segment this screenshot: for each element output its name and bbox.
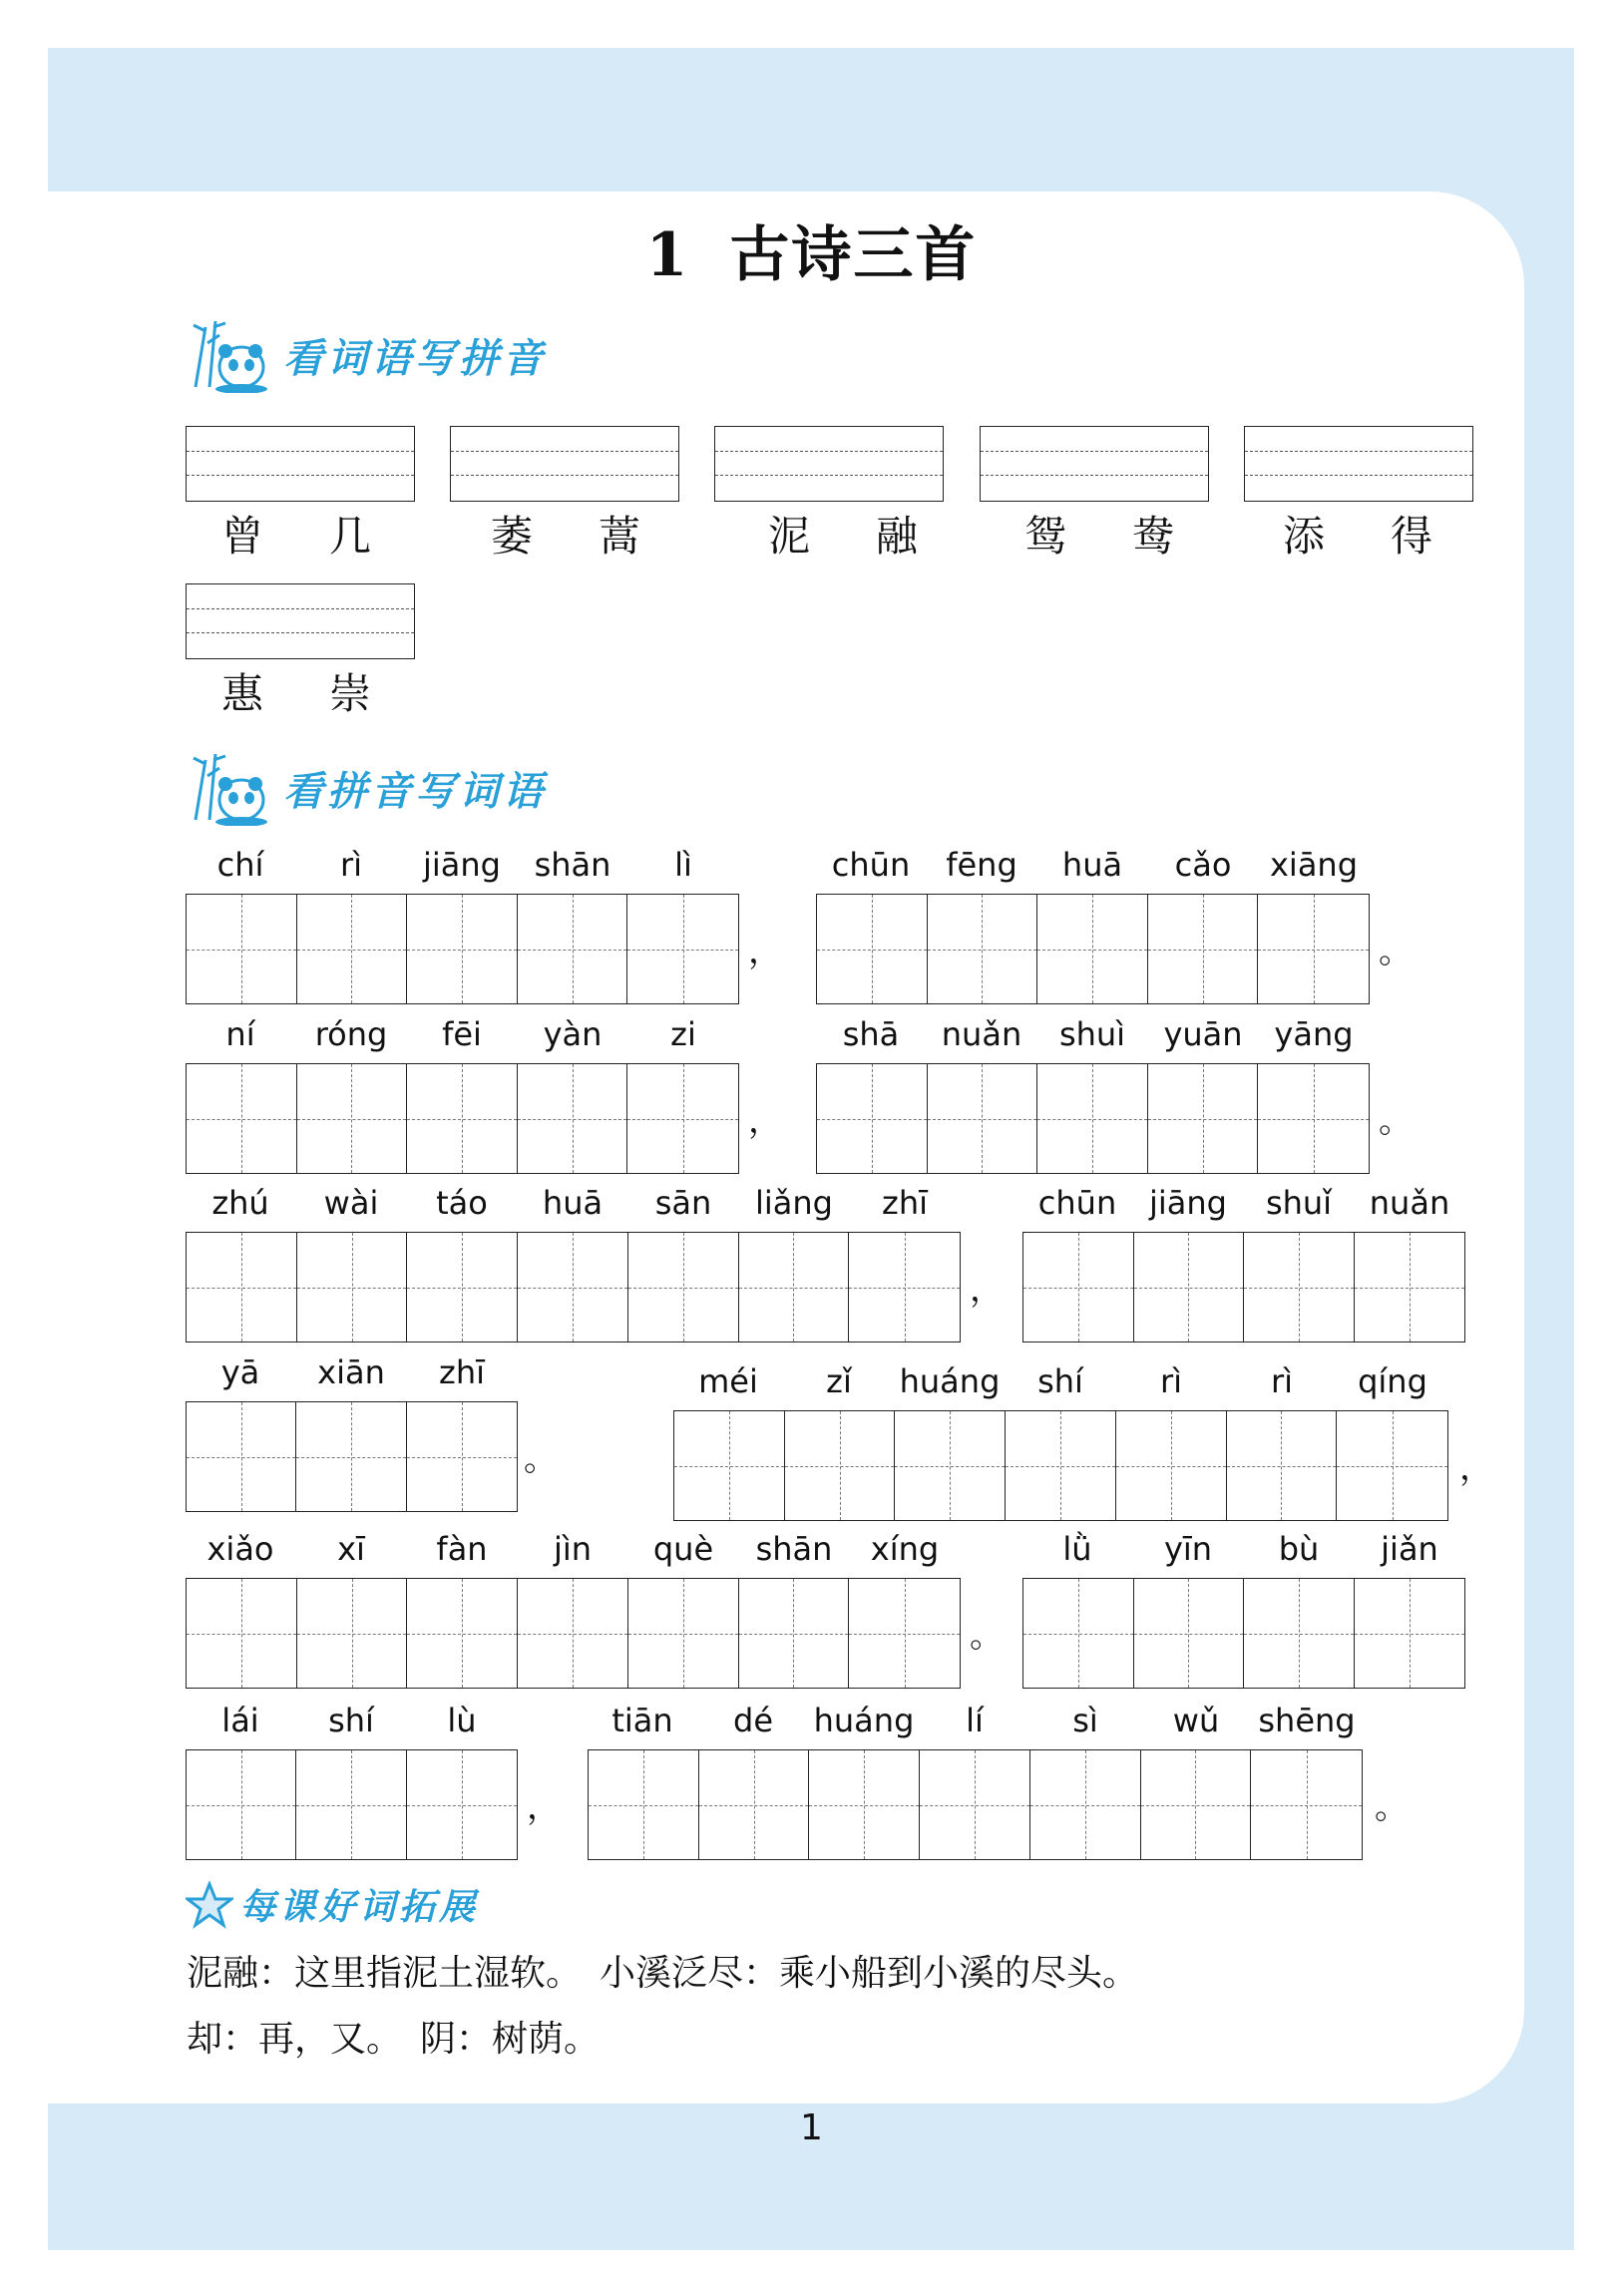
- pinyin-syllable: huā: [1061, 846, 1123, 884]
- writing-cell[interactable]: [187, 1402, 296, 1511]
- writing-cell[interactable]: [1023, 1233, 1134, 1341]
- word-item: [1283, 504, 1432, 564]
- writing-cell[interactable]: [1141, 1750, 1252, 1859]
- writing-cell[interactable]: [1355, 1233, 1465, 1341]
- char: 添: [1283, 512, 1326, 561]
- writing-cell[interactable]: [1006, 1411, 1116, 1520]
- writing-cell[interactable]: [1227, 1411, 1338, 1520]
- word-item: [221, 504, 371, 564]
- pinyin-syllable: yàn: [543, 1015, 603, 1053]
- explanation-line: 却：再，又。 阴：树荫。: [187, 2019, 601, 2060]
- punctuation-mark: ，: [748, 1101, 782, 1141]
- writing-cell[interactable]: [809, 1750, 920, 1859]
- writing-cell[interactable]: [739, 1233, 850, 1341]
- pinyin-syllable: yīn: [1163, 1530, 1213, 1568]
- writing-cell[interactable]: [297, 1233, 408, 1341]
- writing-grid[interactable]: [673, 1410, 1448, 1521]
- pinyin-syllable: shí: [328, 1702, 374, 1739]
- pinyin-syllable: dé: [733, 1702, 773, 1739]
- pinyin-syllable: nuǎn: [941, 1015, 1022, 1053]
- punctuation-mark: ，: [748, 932, 782, 971]
- writing-cell[interactable]: [1030, 1750, 1141, 1859]
- punctuation-mark: ，: [970, 1270, 1004, 1310]
- pinyin-syllable: xiāng: [1269, 846, 1359, 884]
- pinyin-syllable: shí: [1037, 1362, 1083, 1400]
- pinyin-syllable: jiāng: [423, 846, 501, 884]
- pinyin-syllable: zǐ: [826, 1362, 852, 1400]
- writing-cell[interactable]: [1134, 1233, 1245, 1341]
- pinyin-syllable: fàn: [436, 1530, 488, 1568]
- pinyin-syllable: qíng: [1358, 1362, 1427, 1400]
- writing-cell[interactable]: [187, 1064, 297, 1173]
- pinyin-syllable: chí: [216, 846, 264, 884]
- writing-cell[interactable]: [187, 895, 297, 1003]
- lesson-number: 1: [645, 220, 690, 290]
- writing-cell[interactable]: [407, 1064, 518, 1173]
- writing-cell[interactable]: [1337, 1411, 1447, 1520]
- writing-cell[interactable]: [1148, 895, 1259, 1003]
- char: 崇: [328, 669, 371, 718]
- char: 鸳: [1024, 512, 1067, 561]
- pinyin-syllable: shēng: [1258, 1702, 1356, 1739]
- writing-cell[interactable]: [817, 895, 928, 1003]
- word-item: [491, 504, 640, 564]
- pinyin-syllable: nuǎn: [1369, 1184, 1450, 1222]
- pinyin-box-5[interactable]: [1244, 426, 1473, 502]
- writing-grid[interactable]: [1022, 1232, 1465, 1342]
- pinyin-syllable: róng: [314, 1015, 388, 1053]
- writing-cell[interactable]: [817, 1064, 928, 1173]
- panda-bamboo-icon: [186, 317, 277, 393]
- writing-cell[interactable]: [627, 895, 738, 1003]
- writing-grid[interactable]: [1022, 1578, 1465, 1689]
- writing-cell[interactable]: [296, 1750, 406, 1859]
- pinyin-syllable: wǔ: [1172, 1702, 1220, 1739]
- pinyin-syllable: fēi: [442, 1015, 482, 1053]
- char: 曾: [221, 512, 264, 561]
- char: 惠: [221, 669, 264, 718]
- writing-cell[interactable]: [849, 1579, 960, 1688]
- pinyin-syllable: chūn: [831, 846, 911, 884]
- writing-cell[interactable]: [187, 1233, 297, 1341]
- pinyin-syllable: jiǎn: [1381, 1530, 1438, 1568]
- writing-cell[interactable]: [1244, 1579, 1355, 1688]
- star-icon: [186, 1881, 233, 1929]
- writing-cell[interactable]: [1258, 895, 1369, 1003]
- writing-cell[interactable]: [518, 1233, 628, 1341]
- section-title: 看拼音写词语: [283, 768, 547, 815]
- pinyin-syllable: xiǎo: [206, 1530, 274, 1568]
- lesson-title-text: 古诗三首: [729, 220, 978, 290]
- pinyin-syllable: rì: [339, 846, 363, 884]
- writing-grid[interactable]: [186, 1063, 739, 1174]
- pinyin-syllable: lí: [966, 1702, 984, 1739]
- writing-cell[interactable]: [785, 1411, 896, 1520]
- writing-cell[interactable]: [1258, 1064, 1369, 1173]
- pinyin-syllable: huā: [542, 1184, 604, 1222]
- char: 泥: [768, 512, 811, 561]
- section-header-write-words: [186, 750, 547, 826]
- pinyin-syllable: zi: [670, 1015, 696, 1053]
- pinyin-box-6[interactable]: [186, 583, 415, 659]
- panda-bamboo-icon: [186, 750, 277, 826]
- pinyin-syllable: shuì: [1058, 1015, 1126, 1053]
- writing-cell[interactable]: [895, 1411, 1006, 1520]
- pinyin-syllable: bù: [1278, 1530, 1320, 1568]
- writing-cell[interactable]: [628, 1579, 739, 1688]
- section-title: 每课好词拓展: [239, 1887, 480, 1928]
- pinyin-box-4[interactable]: [980, 426, 1209, 502]
- pinyin-syllable: lì: [674, 846, 692, 884]
- pinyin-syllable: fēng: [946, 846, 1017, 884]
- pinyin-syllable: zhī: [439, 1353, 485, 1391]
- section-header-write-pinyin: [186, 317, 547, 393]
- pinyin-syllable: chūn: [1037, 1184, 1117, 1222]
- writing-grid[interactable]: [816, 1063, 1370, 1174]
- writing-cell[interactable]: [1251, 1750, 1362, 1859]
- writing-cell[interactable]: [849, 1233, 960, 1341]
- pinyin-syllable: ní: [225, 1015, 255, 1053]
- pinyin-syllable: sān: [654, 1184, 712, 1222]
- writing-cell[interactable]: [699, 1750, 810, 1859]
- writing-cell[interactable]: [518, 1579, 628, 1688]
- writing-grid[interactable]: [186, 1232, 961, 1342]
- pinyin-syllable: wài: [323, 1184, 379, 1222]
- pinyin-syllable: xiān: [317, 1353, 385, 1391]
- pinyin-syllable: yā: [220, 1353, 260, 1391]
- writing-cell[interactable]: [1355, 1579, 1465, 1688]
- writing-cell[interactable]: [297, 895, 408, 1003]
- explanation-line: 泥融：这里指泥土湿软。 小溪泛尽：乘小船到小溪的尽头。: [187, 1953, 1139, 1994]
- char: 几: [328, 512, 371, 561]
- writing-cell[interactable]: [296, 1402, 406, 1511]
- writing-cell[interactable]: [187, 1750, 296, 1859]
- pinyin-syllable: lǜ: [1062, 1530, 1092, 1568]
- writing-cell[interactable]: [674, 1411, 785, 1520]
- char: 蒿: [598, 512, 640, 561]
- punctuation-mark: 。: [970, 1616, 1004, 1656]
- pinyin-syllable: huáng: [899, 1362, 1001, 1400]
- pinyin-syllable: jìn: [553, 1530, 593, 1568]
- pinyin-syllable: rì: [1270, 1362, 1294, 1400]
- writing-cell[interactable]: [1244, 1233, 1355, 1341]
- punctuation-mark: 。: [1379, 932, 1413, 971]
- pinyin-box-1[interactable]: [186, 426, 415, 502]
- pinyin-box-3[interactable]: [714, 426, 944, 502]
- writing-cell[interactable]: [187, 1579, 297, 1688]
- writing-cell[interactable]: [589, 1750, 699, 1859]
- pinyin-syllable: méi: [698, 1362, 758, 1400]
- char: 得: [1390, 512, 1432, 561]
- writing-cell[interactable]: [1037, 1064, 1148, 1173]
- pinyin-box-2[interactable]: [450, 426, 679, 502]
- word-item: [1024, 504, 1174, 564]
- pinyin-syllable: xíng: [870, 1530, 940, 1568]
- writing-cell[interactable]: [1134, 1579, 1245, 1688]
- char: 萎: [491, 512, 534, 561]
- pinyin-syllable: táo: [436, 1184, 488, 1222]
- writing-cell[interactable]: [297, 1579, 408, 1688]
- writing-cell[interactable]: [627, 1064, 738, 1173]
- pinyin-syllable: shān: [755, 1530, 833, 1568]
- writing-cell[interactable]: [1116, 1411, 1227, 1520]
- pinyin-syllable: shuǐ: [1265, 1184, 1333, 1222]
- writing-cell[interactable]: [920, 1750, 1030, 1859]
- writing-cell[interactable]: [407, 895, 518, 1003]
- writing-cell[interactable]: [739, 1579, 850, 1688]
- writing-cell[interactable]: [407, 1233, 518, 1341]
- char: 鸯: [1131, 512, 1174, 561]
- writing-cell[interactable]: [1148, 1064, 1259, 1173]
- pinyin-syllable: lái: [221, 1702, 259, 1739]
- punctuation-mark: ，: [1459, 1448, 1493, 1488]
- writing-grid[interactable]: [816, 894, 1370, 1004]
- writing-cell[interactable]: [297, 1064, 408, 1173]
- writing-grid[interactable]: [186, 894, 739, 1004]
- writing-cell[interactable]: [407, 1750, 517, 1859]
- word-item: [768, 504, 918, 564]
- punctuation-mark: ，: [527, 1787, 561, 1827]
- lesson-title: [0, 207, 1623, 293]
- writing-cell[interactable]: [518, 895, 628, 1003]
- char: 融: [875, 512, 918, 561]
- pinyin-syllable: xī: [337, 1530, 365, 1568]
- pinyin-syllable: sì: [1072, 1702, 1098, 1739]
- pinyin-syllable: què: [652, 1530, 714, 1568]
- pinyin-syllable: rì: [1159, 1362, 1183, 1400]
- punctuation-mark: 。: [1375, 1787, 1409, 1827]
- pinyin-syllable: tiān: [611, 1702, 673, 1739]
- pinyin-syllable: liǎng: [755, 1184, 833, 1222]
- writing-cell[interactable]: [1023, 1579, 1134, 1688]
- pinyin-syllable: yāng: [1274, 1015, 1354, 1053]
- pinyin-syllable: zhú: [211, 1184, 269, 1222]
- pinyin-syllable: shā: [842, 1015, 900, 1053]
- pinyin-syllable: cǎo: [1174, 846, 1232, 884]
- pinyin-syllable: huáng: [813, 1702, 915, 1739]
- writing-grid[interactable]: [186, 1578, 961, 1689]
- writing-grid[interactable]: [588, 1749, 1363, 1860]
- writing-cell[interactable]: [928, 895, 1038, 1003]
- writing-cell[interactable]: [518, 1064, 628, 1173]
- pinyin-syllable: shān: [534, 846, 611, 884]
- word-item: [221, 661, 371, 721]
- writing-cell[interactable]: [407, 1579, 518, 1688]
- punctuation-mark: 。: [524, 1439, 558, 1479]
- section-header-word-extension: [186, 1879, 479, 1930]
- section-title: 看词语写拼音: [283, 335, 547, 382]
- punctuation-mark: 。: [1379, 1101, 1413, 1141]
- writing-cell[interactable]: [407, 1402, 517, 1511]
- writing-grid[interactable]: [186, 1749, 518, 1860]
- pinyin-syllable: yuān: [1163, 1015, 1243, 1053]
- writing-grid[interactable]: [186, 1401, 518, 1512]
- writing-cell[interactable]: [628, 1233, 739, 1341]
- pinyin-syllable: jiāng: [1149, 1184, 1227, 1222]
- pinyin-syllable: zhī: [882, 1184, 928, 1222]
- writing-cell[interactable]: [928, 1064, 1038, 1173]
- page-number: 1: [800, 2107, 823, 2148]
- pinyin-syllable: lù: [447, 1702, 477, 1739]
- writing-cell[interactable]: [1037, 895, 1148, 1003]
